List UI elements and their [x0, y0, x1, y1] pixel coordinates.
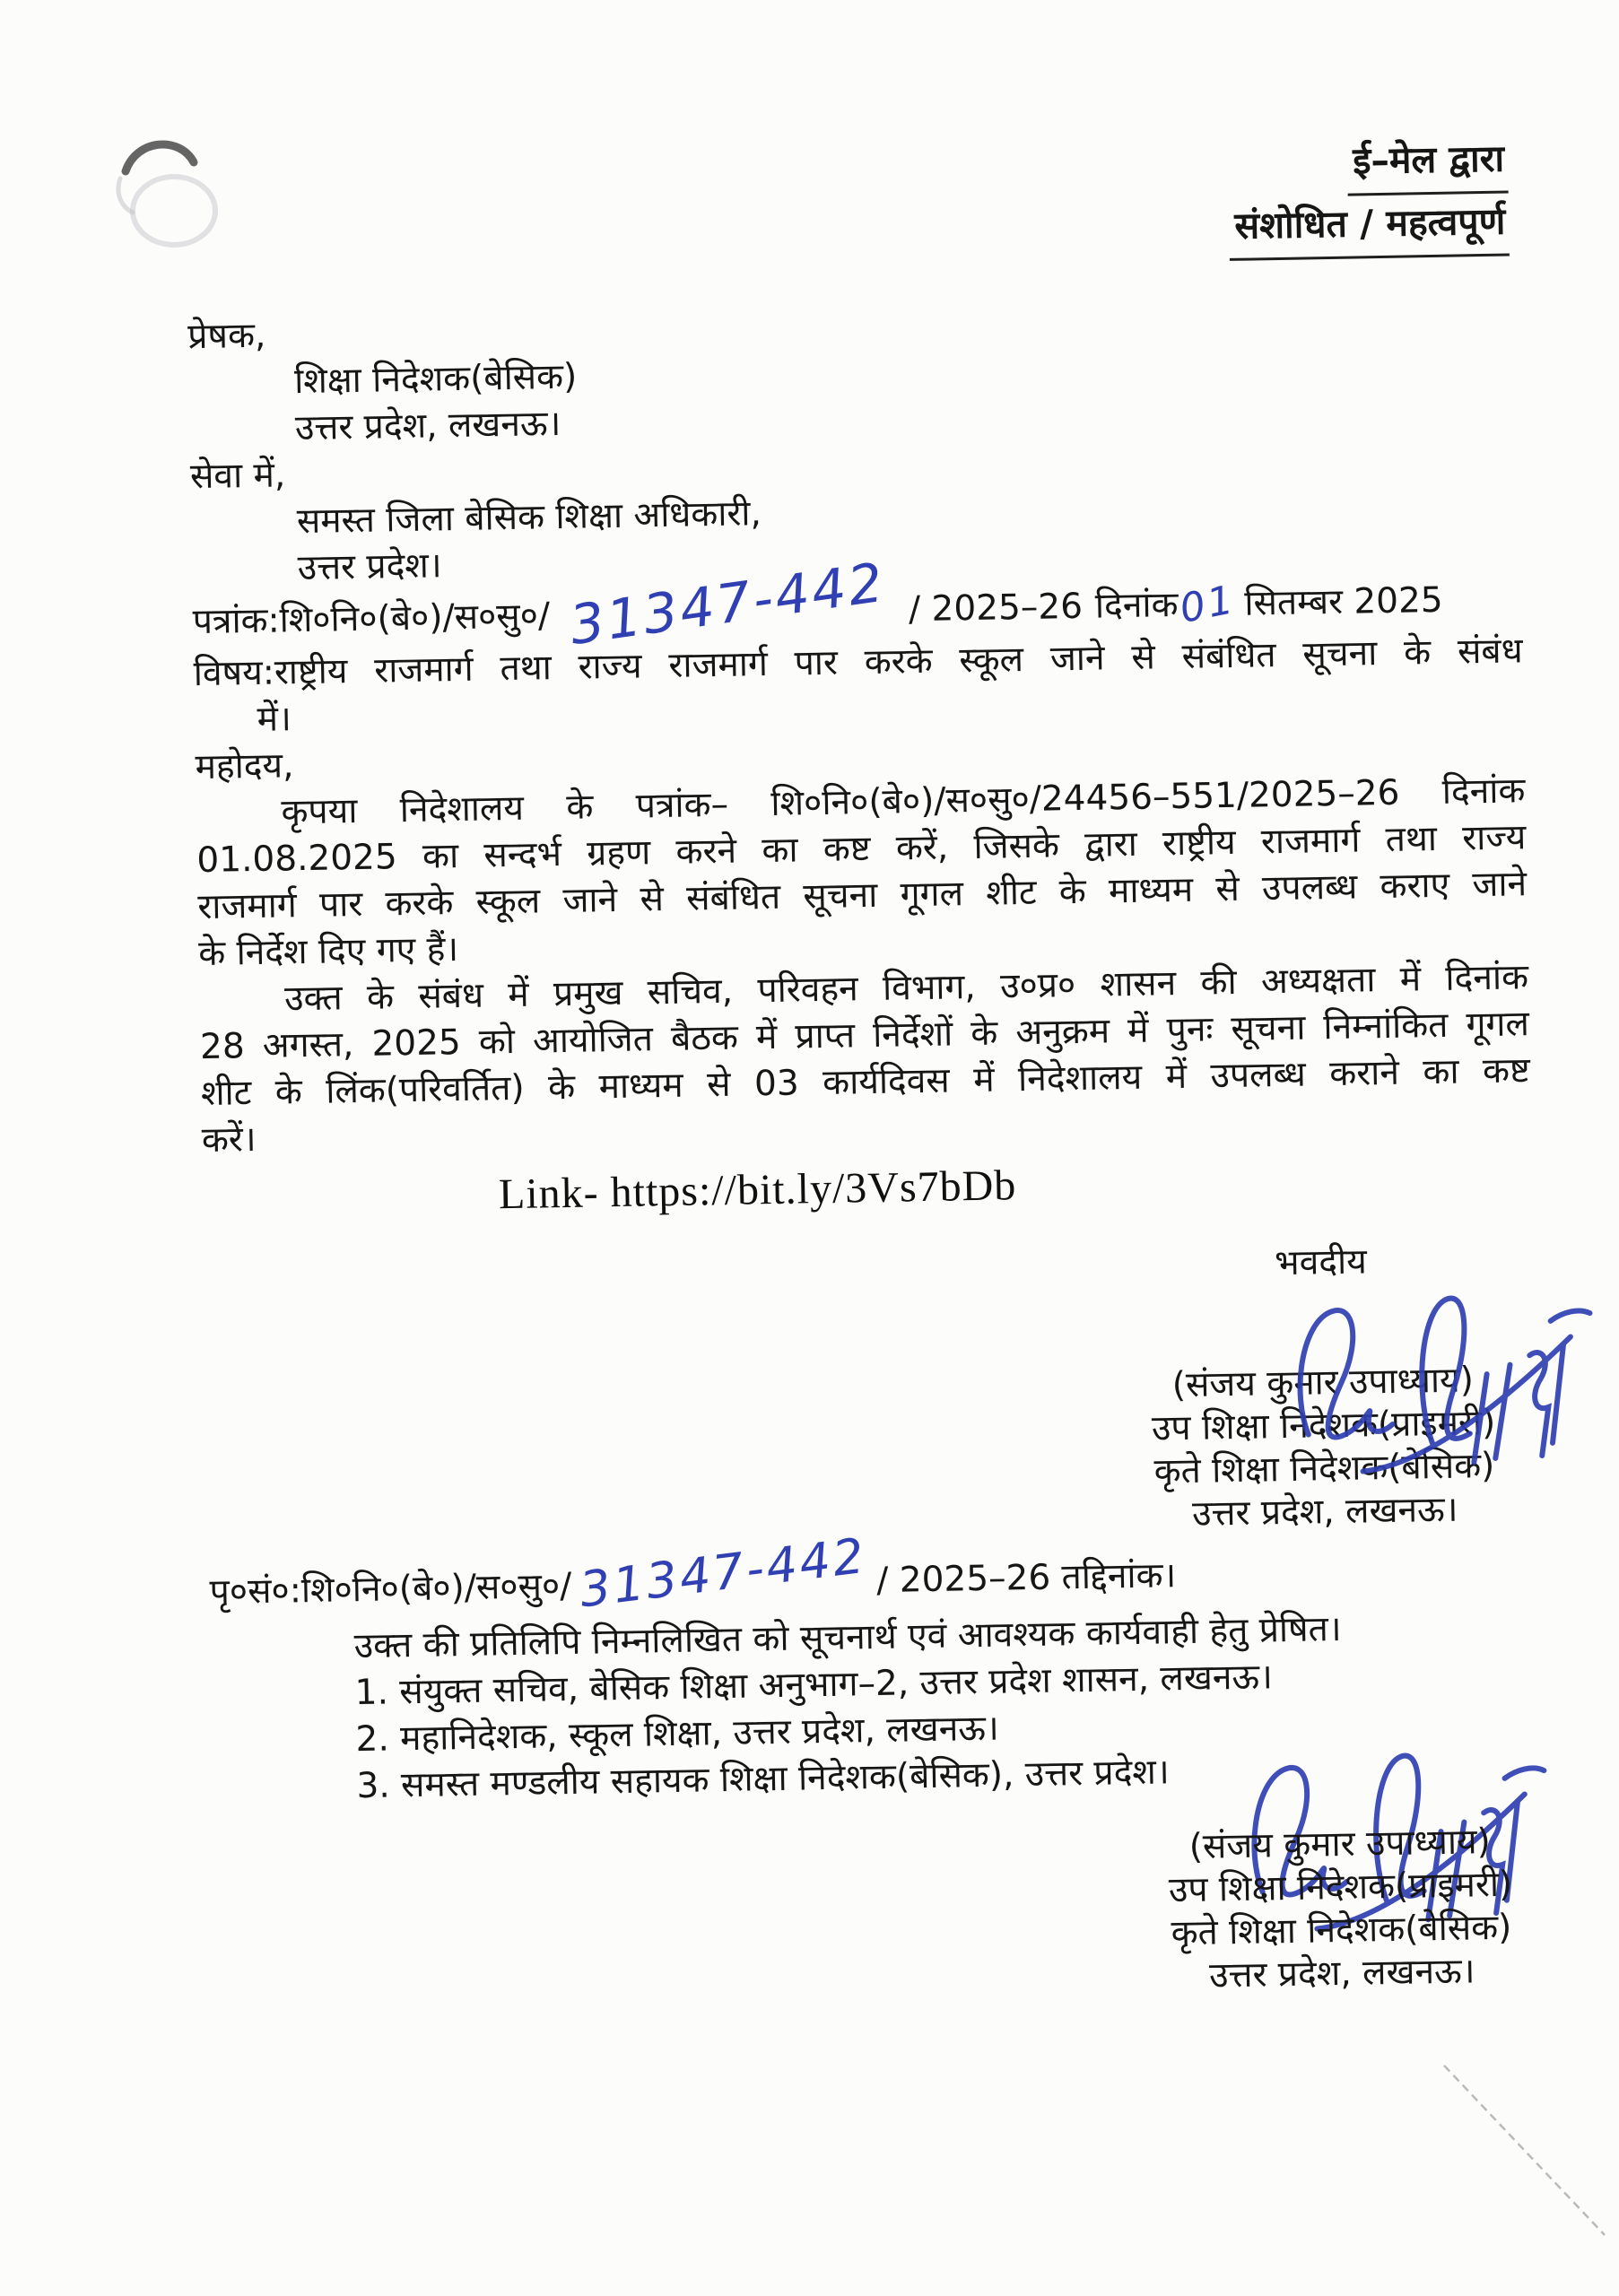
- reference-year: / 2025–26: [908, 586, 1084, 631]
- signatory-place: उत्तर प्रदेश, लखनऊ।: [1191, 1489, 1458, 1535]
- handwritten-letter-number: 31347-442: [576, 1526, 870, 1619]
- endorsement-section: [209, 1526, 1550, 1813]
- copy-recipient-item: 1. संयुक्त सचिव, बेसिक शिक्षा अनुभाग–2, उत्तर प्रदेश शासन, लखनऊ।: [354, 1657, 1274, 1714]
- closing-word: भवदीय: [1274, 1241, 1368, 1284]
- google-sheet-link: Link- https://bit.ly/3Vs7bDb: [498, 1161, 1017, 1219]
- paragraph-line: शीट के लिंक(परिवर्तित) के माध्यम से 03 कार्यदिवस में निदेशालय में उपलब्ध कराने का कष्ट: [200, 1050, 1531, 1115]
- recipient-line: समस्त जिला बेसिक शिक्षा अधिकारी,: [296, 493, 762, 543]
- endorsement-suffix: / 2025–26 तद्दिनांक।: [875, 1555, 1177, 1602]
- handwritten-letter-number: 31347-442: [566, 551, 890, 658]
- paragraph-1: [196, 768, 1528, 978]
- endorsement-prefix: पृ०सं०:शि०नि०(बे०)/स०सु०/: [209, 1565, 572, 1613]
- paragraph-line: राजमार्ग पार करके स्कूल जाने से संबंधित सूचना गूगल शीट के माध्यम से उपलब्ध कराए जाने: [196, 864, 1528, 928]
- signatory-place: उत्तर प्रदेश, लखनऊ।: [1208, 1951, 1475, 1996]
- paragraph-line: 28 अगस्त, 2025 को आयोजित बैठक में प्राप्त निर्देशों के अनुक्रम में पुनः सूचना निम्नांकित गूगल: [199, 1004, 1530, 1068]
- signatory-designation: उप शिक्षा निदेशक(प्राइमरी): [1151, 1402, 1496, 1449]
- sender-line: उत्तर प्रदेश, लखनऊ।: [294, 403, 561, 449]
- copy-recipient-item: 2. महानिदेशक, स्कूल शिक्षा, उत्तर प्रदेश, लखनऊ।: [355, 1708, 1000, 1761]
- recipient-line: उत्तर प्रदेश।: [297, 545, 443, 589]
- paragraph-line: करें।: [201, 1119, 257, 1161]
- paragraph-line: के निर्देश दिए गए हैं।: [197, 929, 459, 975]
- sender-line: शिक्षा निदेशक(बेसिक): [293, 356, 578, 403]
- paragraph-line: उक्त के संबंध में प्रमुख सचिव, परिवहन विभाग, उ०प्र० शासन की अध्यक्षता में दिनांक: [283, 957, 1529, 1020]
- paragraph-line: 01.08.2025 का सन्दर्भ ग्रहण करने का कष्ट करें, जिसके द्वारा राष्ट्रीय राजमार्ग तथा राज्य: [196, 817, 1527, 882]
- copy-forward-line: उक्त की प्रतिलिपि निम्नलिखित को सूचनार्थ एवं आवश्यक कार्यवाही हेतु प्रेषित।: [353, 1608, 1342, 1667]
- subject-line: विषय:राष्ट्रीय राजमार्ग तथा राज्य राजमार्ग पार करके स्कूल जाने से संबंधित सूचना के संबंध: [193, 631, 1523, 695]
- paragraph-2: [199, 954, 1531, 1164]
- header-emphasis: [1228, 130, 1510, 260]
- signatory-designation: उप शिक्षा निदेशक(प्राइमरी): [1168, 1864, 1513, 1911]
- sender-label: प्रेषक,: [187, 315, 266, 358]
- revised-important-note: संशोधित / महत्वपूर्ण: [1229, 193, 1510, 260]
- salutation: महोदय,: [195, 745, 294, 788]
- signatory-block-bottom: [1070, 1819, 1611, 2000]
- handwritten-day: 01: [1176, 576, 1240, 632]
- paper-crease-line: [1440, 2061, 1615, 2245]
- signatory-name: (संजय कुमार उपाध्याय): [1188, 1822, 1492, 1867]
- closing-block: [1051, 1237, 1595, 1538]
- signatory-on-behalf: कृते शिक्षा निदेशक(बेसिक): [1171, 1907, 1512, 1954]
- signatory-on-behalf: कृते शिक्षा निदेशक(बेसिक): [1153, 1445, 1495, 1492]
- letter-body: [187, 291, 1532, 1223]
- recipient-label: सेवा में,: [189, 455, 286, 498]
- signatory-name: (संजय कुमार उपाध्याय): [1171, 1360, 1475, 1406]
- copy-recipient-item: 3. समस्त मण्डलीय सहायक शिक्षा निदेशक(बेसिक), उत्तर प्रदेश।: [356, 1752, 1171, 1807]
- email-note: ई–मेल द्वारा: [1347, 130, 1509, 196]
- date-label: दिनांक: [1094, 584, 1179, 627]
- reference-prefix: पत्रांक:शि०नि०(बे०)/स०सु०/: [192, 596, 551, 643]
- paragraph-line: कृपया निदेशालय के पत्रांक– शि०नि०(बे०)/स०सु०/24456–551/2025–26 दिनांक: [281, 770, 1526, 833]
- date-rest: सितम्बर 2025: [1244, 579, 1444, 624]
- subject-line-continuation: में।: [257, 699, 292, 740]
